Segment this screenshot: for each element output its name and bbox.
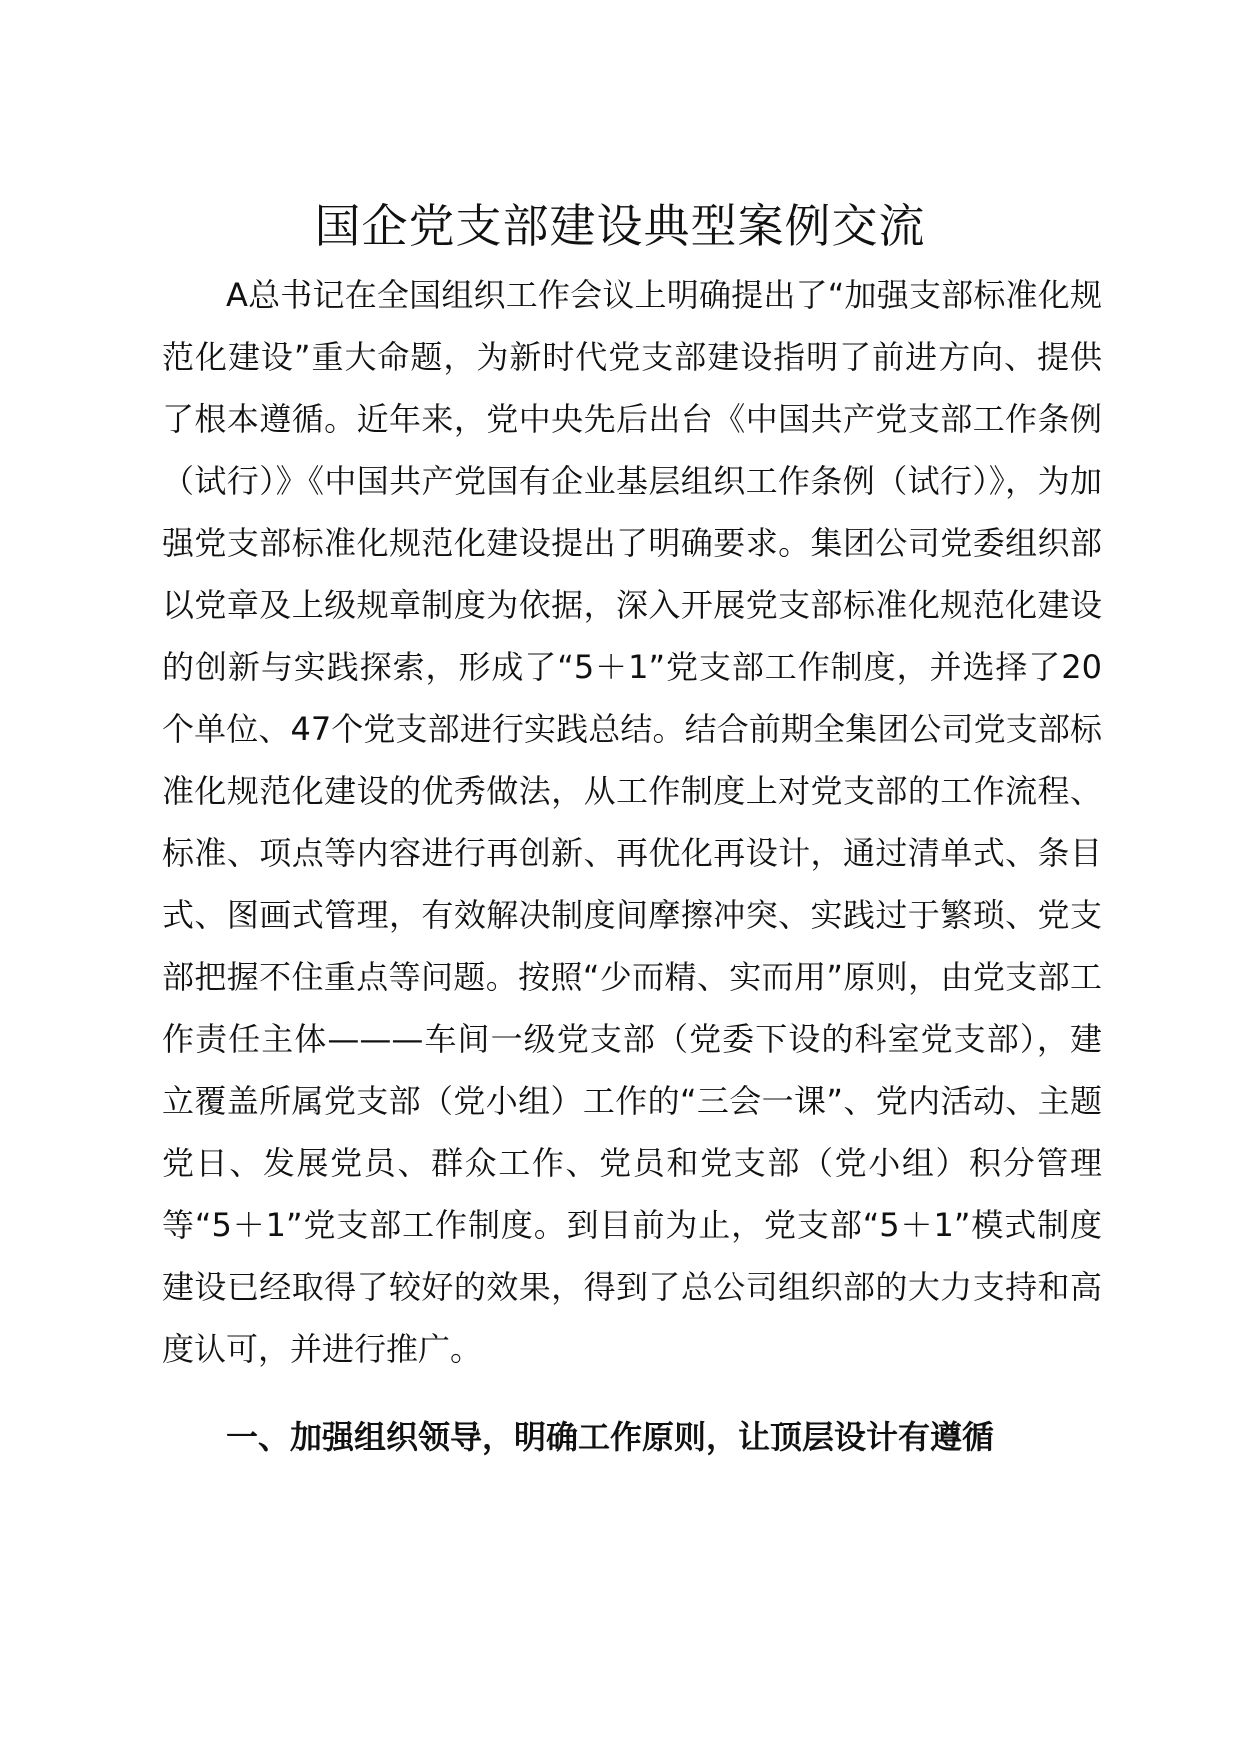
section-heading: 一、加强组织领导，明确工作原则，让顶层设计有遵循 [226, 1418, 995, 1456]
body-paragraph: A总书记在全国组织工作会议上明确提出了“加强支部标准化规范化建设”重大命题，为新时代党支部建设指明了前进方向、提供了根本遵循。近年来，党中央先后出台《中国共产党支部工作条例（试行）》《中国共产党国有企业基层组织工作条例（试行）》，为加强党支部标准化规范化建设提出了明确要求。集团公司党委组织部以党章及上级规章制度为依据，深入开展党支部标准化规范化建设的创新与实践探索，形成了“5＋1”党支部工作制度，并选择了20个单位、47个党支部进行实践总结。结合前期全集团公司党支部标准化规范化建设的优秀做法，从工作制度上对党支部的工作流程、标准、项点等内容进行再创新、再优化再设计，通过清单式、条目式、图画式管理，有效解决制度间摩擦冲突、实践过于繁琐、党支部把握不住重点等问题。按照“少而精、实而用”原则，由党支部工作责任主体———车间一级党支部（党委下设的科室党支部），建立覆盖所属党支部（党小组）工作的“三会一课”、党内活动、主题党日、发展党员、群众工作、党员和党支部（党小组）积分管理等“5＋1”党支部工作制度。到目前为止，党支部“5＋1”模式制度建设已经取得了较好的效果，得到了总公司组织部的大力支持和高度认可，并进行推广。 [162, 276, 1102, 1368]
document-title: 国企党支部建设典型案例交流 [314, 199, 926, 253]
